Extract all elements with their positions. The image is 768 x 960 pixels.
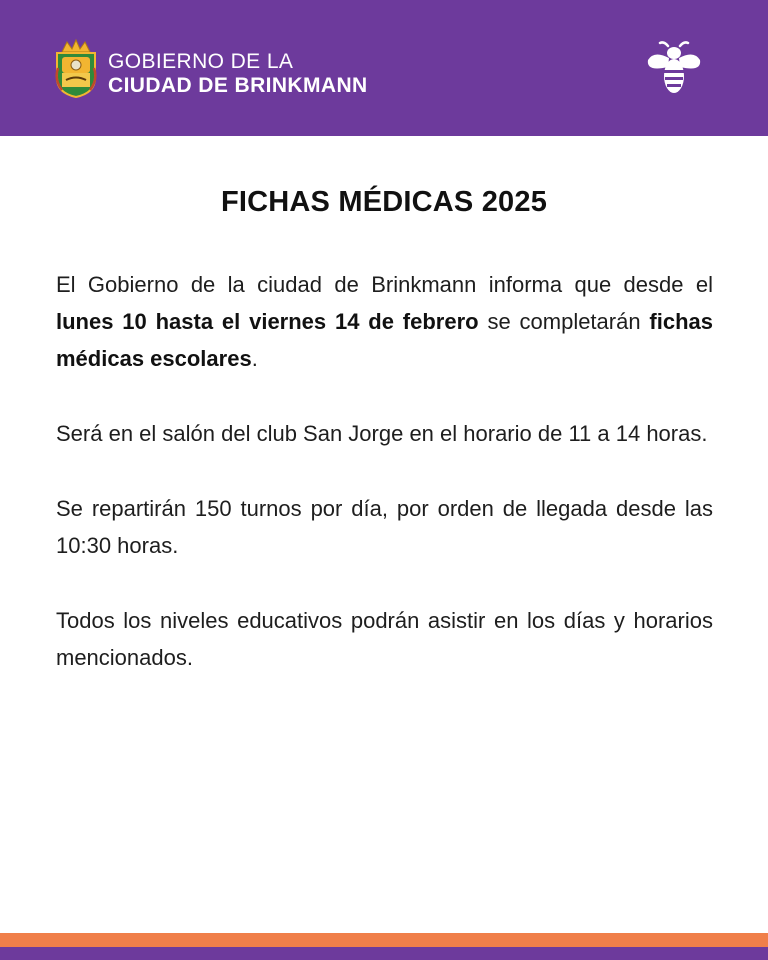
header-banner [0,0,768,136]
brand-line-1: GOBIERNO DE LA [108,50,294,73]
bee-icon [644,40,704,98]
brand-wordmark [108,51,368,96]
brand-line-2: CIUDAD DE BRINKMANN [108,74,368,97]
paragraph-dates-text-1: El Gobierno de la ciudad de Brinkmann informa que desde el [56,272,713,297]
municipal-crest-icon [54,38,98,98]
paragraph-dates-text-3: . [251,346,258,371]
paragraph-levels: Todos los niveles educativos podrán asistir en los días y horarios mencionados. [56,608,713,670]
paragraph-location: Será en el salón del club San Jorge en el horario de 11 a 14 horas. [56,421,708,446]
paragraph-dates-bold-subject: fichas médicas escolares [56,309,714,371]
paragraph-turns: Se repartirán 150 turnos por día, por orden de llegada desde las 10:30 horas. [56,496,713,558]
footer-stripe-purple [0,947,768,960]
footer-stripe-orange [0,933,768,947]
paragraph-dates-text-2: se completarán [478,309,650,334]
paragraph-dates [56,266,713,377]
announcement-body [56,266,713,714]
paragraph-dates-bold-dates: lunes 10 hasta el viernes 14 de febrero [56,309,479,334]
page-title: FICHAS MÉDICAS 2025 [220,186,548,218]
